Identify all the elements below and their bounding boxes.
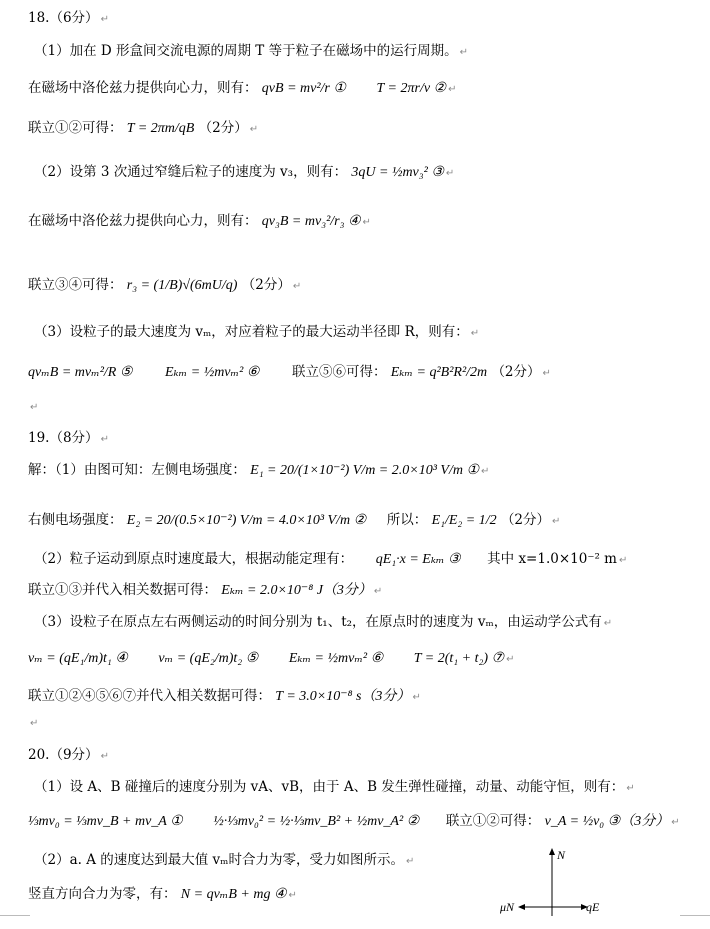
- q20-header: 20.（9分） ↵: [28, 747, 109, 763]
- q18-line1: 在磁场中洛伦兹力提供向心力，则有： qvB = mv²/r ① T = 2πr/v ② ↵: [28, 80, 457, 96]
- q19-line5: （3）设粒子在原点左右两侧运动的时间分别为 t₁、t₂，在原点时的速度为 vₘ，由运动学公式有 ↵: [34, 614, 613, 630]
- q18-part1: （1）加在 D 形盒间交流电源的周期 T 等于粒子在磁场中的运行周期。 ↵: [34, 43, 468, 59]
- q19-line7: 联立①②④⑤⑥⑦并代入相关数据可得： T = 3.0×10⁻⁸ s（3分） ↵: [28, 688, 421, 704]
- q18-line2: 联立①②可得： T = 2πm/qB （2分） ↵: [28, 120, 259, 136]
- q20-line1: （1）设 A、B 碰撞后的速度分别为 vA、vB，由于 A、B 发生弹性碰撞，动量、动能守恒，则有： ↵: [34, 779, 635, 795]
- q20-line4: 竖直方向合力为零，有： N = qvₘB + mg ④ ↵: [28, 886, 297, 902]
- force-diagram: [500, 846, 612, 925]
- q19-line6: vₘ = (qE₁/m)t₁ ④ vₘ = (qE₂/m)t₂ ⑤ Eₖₘ = ½mvₘ² ⑥ T = 2(t₁ + t₂) ⑦ ↵: [28, 651, 515, 666]
- q19-line3: （2）粒子运动到原点时速度最大，根据动能定理有： qE₁·x = Eₖₘ ③ 其中 x=1.0×10⁻² m ↵: [34, 551, 628, 567]
- friction-force-label: μN: [500, 900, 515, 914]
- normal-force-arrowhead: [549, 848, 555, 855]
- q20-line2: ⅓mv₀ = ⅓mv_B + mv_A ① ½·⅓mv₀² = ½·⅓mv_B² + ½mv_A² ② 联立①②可得： v_A = ½v₀ ③（3分） ↵: [28, 813, 680, 829]
- empty-line: ↵: [30, 402, 39, 413]
- q18-header: 18.（6分） ↵: [28, 10, 109, 26]
- friction-force-arrowhead: [518, 904, 525, 910]
- q18-line3: 在磁场中洛伦兹力提供向心力，则有： qv₃B = mv₃²/r₃ ④ ↵: [28, 213, 371, 229]
- q19-line1: 解：（1）由图可知：左侧电场强度： E₁ = 20/(1×10⁻²) V/m = 2.0×10³ V/m ① ↵: [28, 462, 490, 478]
- q18-line5: qvₘB = mvₘ²/R ⑤ Eₖₘ = ½mvₘ² ⑥ 联立⑤⑥可得： Eₖₘ = q²B²R²/2m （2分） ↵: [28, 364, 551, 380]
- q18-part3: （3）设粒子的最大速度为 vₘ，对应着粒子的最大运动半径即 R，则有： ↵: [34, 324, 480, 340]
- q19-header: 19.（8分） ↵: [28, 430, 109, 446]
- q18-part2: （2）设第 3 次通过窄缝后粒子的速度为 v₃，则有： 3qU = ½mv₃² ③ ↵: [34, 164, 455, 180]
- crop-mark: [0, 915, 30, 926]
- normal-force-label: N: [557, 848, 566, 862]
- q20-line3: （2）a. A 的速度达到最大值 vₘ时合力为零，受力如图所示。 ↵: [34, 852, 415, 868]
- empty-line: ↵: [30, 718, 39, 729]
- q18-line4: 联立③④可得： r₃ = (1/B)√(6mU/q) （2分） ↵: [28, 277, 302, 293]
- crop-mark: [680, 915, 710, 926]
- q19-line4: 联立①③并代入相关数据可得： Eₖₘ = 2.0×10⁻⁸ J（3分） ↵: [28, 582, 383, 598]
- q19-line2: 右侧电场强度： E₂ = 20/(0.5×10⁻²) V/m = 4.0×10³ V/m ② 所以： E₁/E₂ = 1/2 （2分） ↵: [28, 512, 561, 528]
- electric-force-label: qE: [586, 900, 600, 914]
